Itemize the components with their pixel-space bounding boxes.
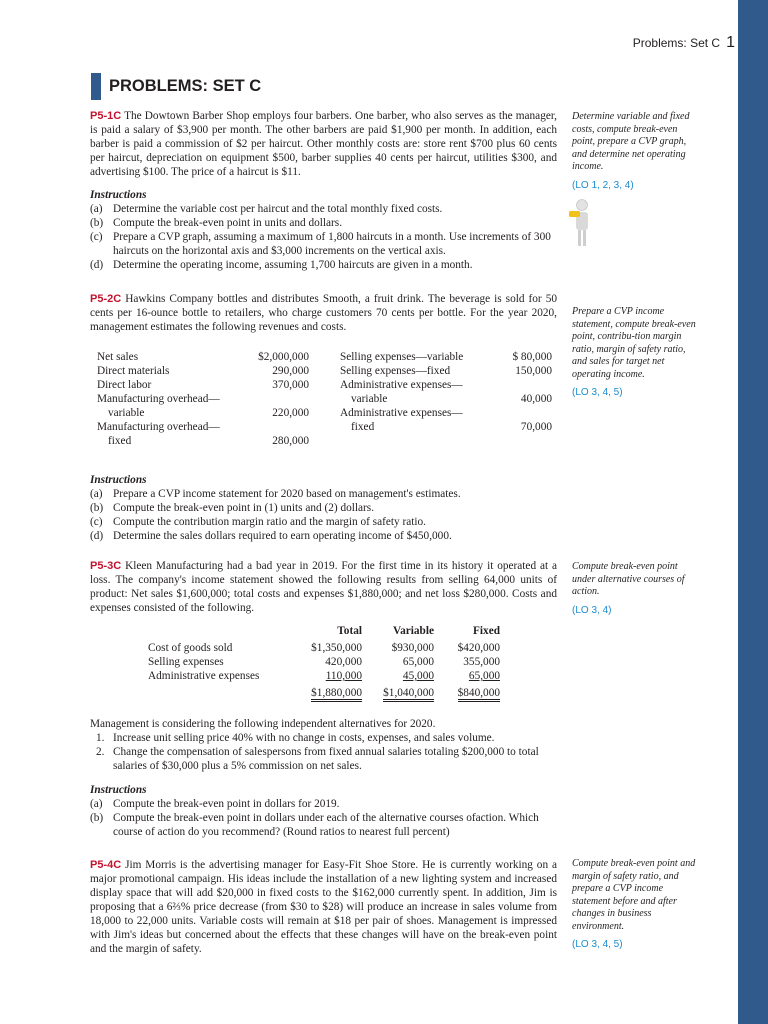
problem-body: The Dowtown Barber Shop employs four barbers. One barber, who also serves as the manager, is paid a salary of $3,900 per month. The other barbers are paid $1,900 per month. In addition, each barber is paid a commission of $2 per haircut. Other monthly costs are: store rent $700 plus 60 cents per haircut, depreciation on equipment $500, barber supplies 40 cents per haircut, utilities $300, and advertising $100. The price of a haircut is $11. — [90, 110, 557, 178]
instruction-item: (a) Compute the break-even point in dollars for 2019. — [90, 798, 340, 810]
learning-objectives: (LO 1, 2, 3, 4) — [572, 179, 634, 191]
right-edge-color-bar — [738, 0, 768, 1024]
page-number: 1 — [726, 34, 735, 51]
expense-table — [340, 350, 552, 434]
instruction-item: (b) Compute the break-even point in dollars under each of the alternative courses ofaction. Which course of action do you recommend? (Round ratios to nearest full percent) — [90, 812, 539, 838]
learning-objectives: (LO 3, 4, 5) — [572, 939, 623, 950]
alternative-item: 1. Increase unit selling price 40% with no change in costs, expenses, and sales volume. — [96, 732, 495, 744]
table-row: fixed 70,000 — [351, 421, 552, 433]
table-row: Direct materials 290,000 — [97, 365, 309, 377]
table-row: variable 220,000 — [108, 407, 309, 419]
margin-note-text: Compute break-even point and margin of safety ratio, and prepare a CVP income statement before and after changes in business environment. — [572, 858, 696, 932]
table-row: Selling expenses—variable $ 80,000 — [340, 351, 552, 363]
table-row: Direct labor 370,000 — [97, 379, 309, 391]
alternatives-p5-3c — [90, 717, 557, 839]
table-total-row: $1,880,000 $1,040,000 $840,000 — [148, 683, 500, 700]
instruction-item: (b) Compute the break-even point in units and dollars. — [90, 217, 343, 229]
margin-note-text: Compute break-even point under alternative courses of action. — [572, 561, 685, 597]
margin-note-p5-4c — [572, 858, 702, 952]
alternatives-intro: Management is considering the following independent alternatives for 2020. — [90, 718, 436, 730]
instruction-item: (a) Prepare a CVP income statement for 2020 based on management's estimates. — [90, 488, 461, 500]
table-header-row: Total Variable Fixed — [337, 625, 500, 637]
problem-id: P5-4C — [90, 859, 122, 871]
running-head — [560, 34, 735, 52]
instruction-item: (a) Determine the variable cost per haircut and the total monthly fixed costs. — [90, 203, 443, 215]
problem-p5-2c — [90, 292, 557, 334]
margin-note-p5-3c — [572, 561, 702, 617]
instruction-item: (d) Determine the operating income, assuming 1,700 haircuts are given in a month. — [90, 259, 473, 271]
instructions-heading: Instructions — [90, 784, 147, 796]
alternative-item: 2. Change the compensation of salespersons from fixed annual salaries totaling $200,000 to total salaries of $30,000 plus a 5% commission on net sales. — [96, 746, 539, 772]
table-row: Manufacturing overhead— — [97, 393, 220, 405]
overhead-fixed-value: 280,000 — [272, 435, 309, 447]
thinking-figure-icon — [568, 197, 594, 249]
margin-note-text: Determine variable and fixed costs, compute break-even point, prepare a CVP graph, and determine net operating income. — [572, 111, 690, 172]
instruction-item: (b) Compute the break-even point in (1) units and (2) dollars. — [90, 502, 375, 514]
problem-id: P5-2C — [90, 293, 122, 305]
running-head-text: Problems: Set C — [632, 36, 721, 50]
overhead-fixed-sub: fixed — [108, 435, 132, 447]
problem-id: P5-3C — [90, 560, 122, 572]
cost-breakdown-table — [148, 624, 500, 700]
problem-id: P5-1C — [90, 110, 122, 122]
table-row: variable 40,000 — [351, 393, 552, 405]
table-row: Selling expenses 420,000 65,000 355,000 — [148, 656, 500, 668]
instruction-item: (d) Determine the sales dollars required to earn operating income of $450,000. — [90, 530, 452, 542]
table-row: Administrative expenses 110,000 45,000 65,000 — [148, 670, 500, 682]
margin-note-p5-1c — [572, 111, 702, 192]
section-heading — [91, 73, 261, 99]
learning-objectives: (LO 3, 4, 5) — [572, 387, 623, 398]
problem-body: Jim Morris is the advertising manager for Easy-Fit Shoe Store. He is currently working on a major promotional campaign. His ideas include the installation of a new lighting system and increased display space that will add $20,000 in fixed costs to the $162,000 currently spent. In addition, Jim is proposing that a 6⅔% price decrease (from $30 to $28) will produce an increase in sales volume from 18,000 to 22,000 units. Variable costs will remain at $18 per pair of shoes. Management is impressed with Jim's ideas but concerned about the effects that these changes will have on the break-even point and the margin of safety. — [90, 859, 557, 955]
problem-body: Kleen Manufacturing had a bad year in 2019. For the first time in its history it operated at a loss. The company's income statement showed the following results from selling 64,000 units of product: Net sales $1,600,000; total costs and expenses $1,880,000; and net loss $280,000. Costs and expenses consisted of the following. — [90, 560, 557, 614]
instruction-item: (c) Prepare a CVP graph, assuming a maximum of 1,800 haircuts in a month. Use increments of 300 haircuts on the horizontal axis and $3,000 increments on the vertical axis. — [90, 231, 551, 257]
instruction-item: (c) Compute the contribution margin ratio and the margin of safety ratio. — [90, 516, 426, 528]
problem-body: Hawkins Company bottles and distributes Smooth, a fruit drink. The beverage is sold for 50 cents per 16-ounce bottle to retailers, who charge customers 70 cents per bottle. For the year 2020, management estimates the following revenues and costs. — [90, 293, 557, 333]
instructions-heading: Instructions — [90, 189, 147, 201]
problem-p5-1c — [90, 109, 557, 272]
table-row: Administrative expenses— — [340, 379, 463, 391]
margin-note-p5-2c — [572, 306, 702, 400]
problem-p5-3c — [90, 559, 557, 615]
table-row: Administrative expenses— — [340, 407, 463, 419]
margin-note-text: Prepare a CVP income statement, compute break-even point, contribu-tion margin ratio, margin of safety ratio, and sales for target net operating income. — [572, 306, 696, 380]
table-row: Manufacturing overhead— — [97, 421, 220, 433]
table-row: Selling expenses—fixed 150,000 — [340, 365, 552, 377]
section-title: PROBLEMS: SET C — [109, 76, 262, 95]
instructions-p5-2c — [90, 473, 557, 543]
problem-p5-4c — [90, 858, 557, 956]
table-row: Cost of goods sold $1,350,000 $930,000 $420,000 — [148, 642, 500, 654]
instructions-heading: Instructions — [90, 474, 147, 486]
table-row: Net sales $2,000,000 — [97, 351, 309, 363]
section-heading-marker — [91, 73, 101, 100]
revenue-cost-table — [97, 350, 309, 434]
learning-objectives: (LO 3, 4) — [572, 604, 612, 616]
